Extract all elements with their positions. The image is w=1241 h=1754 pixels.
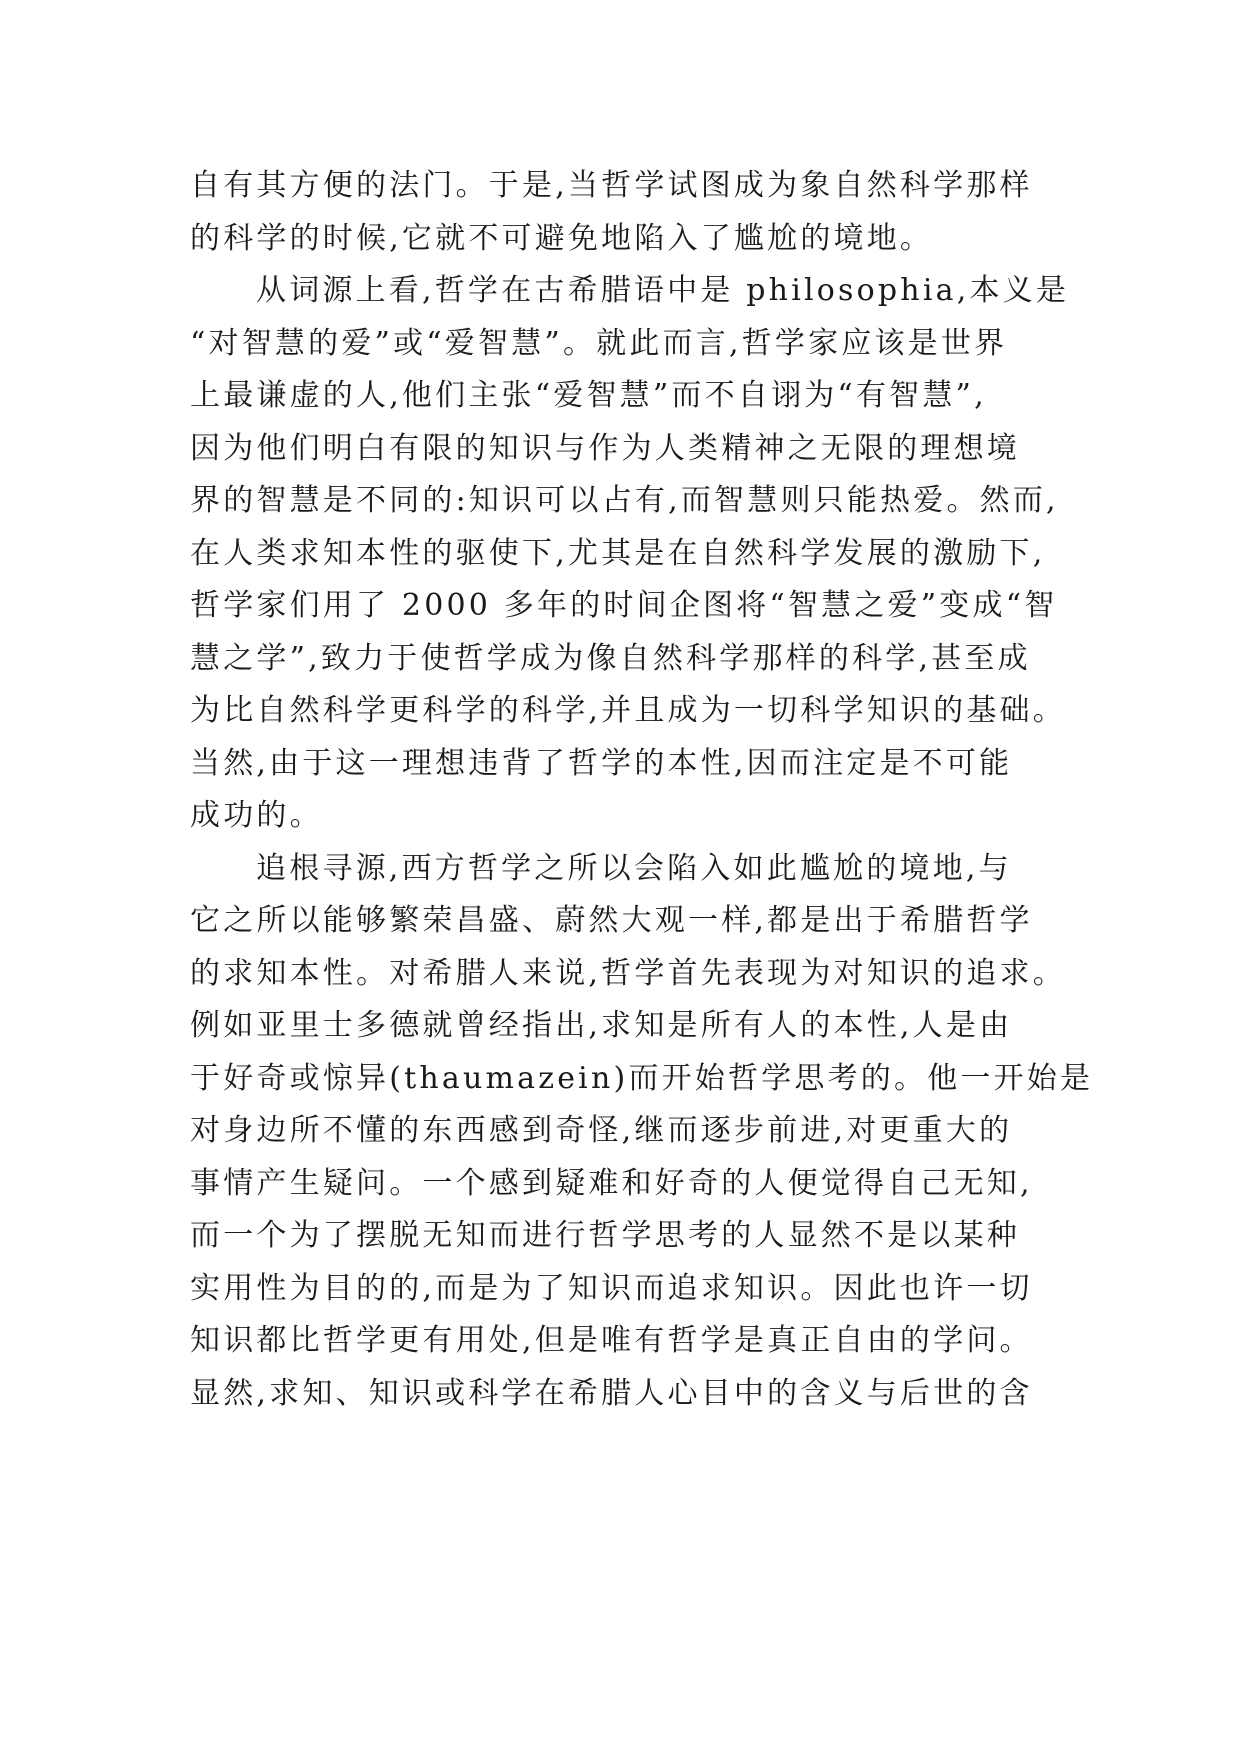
text-line: 于好奇或惊异(thaumazein)而开始哲学思考的。他一开始是 bbox=[190, 1060, 1094, 1096]
text-line: 知识都比哲学更有用处,但是唯有哲学是真正自由的学问。 bbox=[190, 1323, 1033, 1358]
text-line: 因为他们明白有限的知识与作为人类精神之无限的理想境 bbox=[190, 430, 1020, 466]
text-line: 例如亚里士多德就曾经指出,求知是所有人的本性,人是由 bbox=[190, 1008, 1013, 1043]
text-line: 自有其方便的法门。于是,当哲学试图成为象自然科学那样 bbox=[190, 168, 1033, 203]
paragraph-first-line: 追根寻源,西方哲学之所以会陷入如此尴尬的境地,与 bbox=[256, 850, 1012, 886]
text-line: 它之所以能够繁荣昌盛、蔚然大观一样,都是出于希腊哲学 bbox=[190, 903, 1033, 938]
text-line: 对身边所不懂的东西感到奇怪,继而逐步前进,对更重大的 bbox=[190, 1113, 1013, 1148]
text-line: 的求知本性。对希腊人来说,哲学首先表现为对知识的追求。 bbox=[190, 955, 1066, 991]
text-line: 实用性为目的的,而是为了知识而追求知识。因此也许一切 bbox=[190, 1270, 1033, 1306]
text-line: “对智慧的爱”或“爱智慧”。就此而言,哲学家应该是世界 bbox=[190, 325, 1008, 361]
paragraph-first-line: 从词源上看,哲学在古希腊语中是 philosophia,本义是 bbox=[256, 273, 1070, 308]
text-line: 事情产生疑问。一个感到疑难和好奇的人便觉得自己无知, bbox=[190, 1165, 1033, 1201]
text-line: 哲学家们用了 2000 多年的时间企图将“智慧之爱”变成“智 bbox=[190, 588, 1058, 623]
text-line: 而一个为了摆脱无知而进行哲学思考的人显然不是以某种 bbox=[190, 1218, 1020, 1253]
text-line: 界的智慧是不同的:知识可以占有,而智慧则只能热爱。然而, bbox=[190, 483, 1059, 518]
text-line: 在人类求知本性的驱使下,尤其是在自然科学发展的激励下, bbox=[190, 535, 1046, 571]
text-line: 上最谦虚的人,他们主张“爱智慧”而不自诩为“有智慧”, bbox=[190, 378, 987, 413]
text-line: 为比自然科学更科学的科学,并且成为一切科学知识的基础。 bbox=[190, 693, 1066, 728]
document-body bbox=[190, 160, 1094, 1420]
text-line: 显然,求知、知识或科学在希腊人心目中的含义与后世的含 bbox=[190, 1375, 1033, 1411]
text-line: 慧之学”,致力于使哲学成为像自然科学那样的科学,甚至成 bbox=[190, 640, 1031, 676]
text-line: 成功的。 bbox=[190, 798, 323, 833]
text-line: 的科学的时候,它就不可避免地陷入了尴尬的境地。 bbox=[190, 220, 934, 256]
text-line: 当然,由于这一理想违背了哲学的本性,因而注定是不可能 bbox=[190, 745, 1013, 781]
